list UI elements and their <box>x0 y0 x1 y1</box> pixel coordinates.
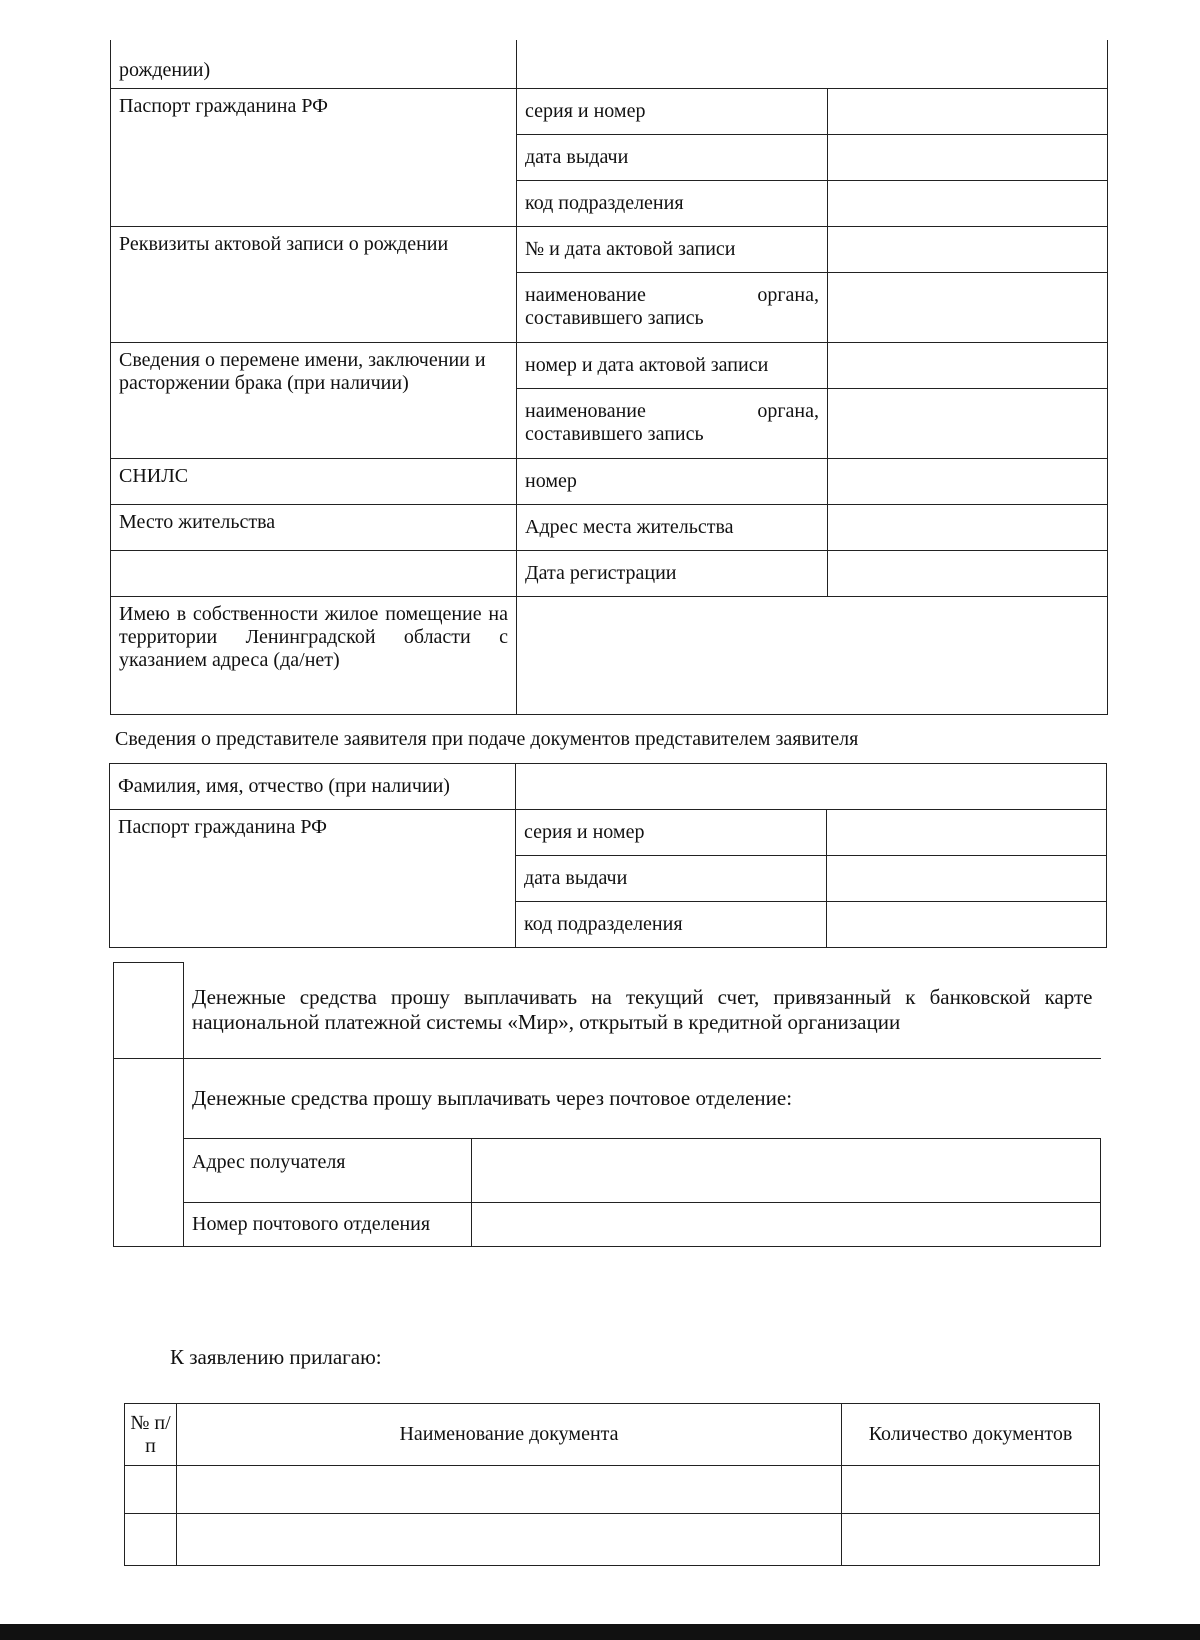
residence-empty-cell <box>111 550 517 596</box>
attachment-row-2-number[interactable] <box>125 1514 177 1566</box>
birth-place-value[interactable] <box>517 40 1108 88</box>
passport-issue-date-label: дата выдачи <box>517 134 828 180</box>
post-office-number-value[interactable] <box>472 1203 1101 1247</box>
property-value[interactable] <box>517 596 1108 714</box>
attachments-heading: К заявлению прилагаю: <box>170 1345 382 1369</box>
post-option-checkbox[interactable] <box>114 1059 184 1247</box>
registration-date-label: Дата регистрации <box>517 550 828 596</box>
name-change-number-value[interactable] <box>828 342 1108 388</box>
birth-record-authority-label: наименование органа, составившего запись <box>517 272 828 342</box>
birth-record-number-label: № и дата актовой записи <box>517 226 828 272</box>
representative-issue-date-label: дата выдачи <box>516 856 827 902</box>
attachment-row-2-count[interactable] <box>842 1514 1100 1566</box>
passport-label: Паспорт гражданина РФ <box>111 88 517 226</box>
representative-heading: Сведения о представителе заявителя при подаче документов представителем заявителя <box>115 728 859 750</box>
residence-address-label: Адрес места жительства <box>517 504 828 550</box>
card-option-text: Денежные средства прошу выплачивать на текущий счет, привязанный к банковской карте национальной платежной системы «Мир», открытый в кредитной организации <box>184 963 1101 1059</box>
representative-series-value[interactable] <box>827 810 1107 856</box>
attachment-row-1-count[interactable] <box>842 1466 1100 1514</box>
column-number-header: № п/п <box>125 1404 177 1466</box>
passport-series-value[interactable] <box>828 88 1108 134</box>
scan-edge-bar <box>0 1624 1200 1640</box>
column-document-count-header: Количество документов <box>842 1404 1100 1466</box>
property-label: Имею в собственности жилое помещение на территории Ленинградской области с указанием адреса (да/нет) <box>111 596 517 714</box>
representative-division-code-label: код подразделения <box>516 902 827 948</box>
applicant-table <box>110 40 1108 715</box>
name-change-label: Сведения о перемене имени, заключении и расторжении брака (при наличии) <box>111 342 517 458</box>
birth-record-label: Реквизиты актовой записи о рождении <box>111 226 517 342</box>
attachments-table <box>124 1403 1100 1566</box>
snils-number-label: номер <box>517 458 828 504</box>
residence-address-value[interactable] <box>828 504 1108 550</box>
representative-name-value[interactable] <box>516 764 1107 810</box>
name-change-authority-label: наименование органа, составившего запись <box>517 388 828 458</box>
passport-series-label: серия и номер <box>517 88 828 134</box>
snils-number-value[interactable] <box>828 458 1108 504</box>
passport-division-code-value[interactable] <box>828 180 1108 226</box>
post-option-text: Денежные средства прошу выплачивать через почтовое отделение: <box>184 1059 1101 1139</box>
attachment-row-1-number[interactable] <box>125 1466 177 1514</box>
representative-name-label: Фамилия, имя, отчество (при наличии) <box>110 764 516 810</box>
representative-passport-label: Паспорт гражданина РФ <box>110 810 516 948</box>
representative-table <box>109 763 1107 948</box>
birth-record-authority-value[interactable] <box>828 272 1108 342</box>
recipient-address-label: Адрес получателя <box>184 1139 472 1203</box>
card-option-checkbox[interactable] <box>114 963 184 1059</box>
post-office-number-label: Номер почтового отделения <box>184 1203 472 1247</box>
representative-division-code-value[interactable] <box>827 902 1107 948</box>
passport-division-code-label: код подразделения <box>517 180 828 226</box>
representative-issue-date-value[interactable] <box>827 856 1107 902</box>
recipient-address-value[interactable] <box>472 1139 1101 1203</box>
name-change-authority-value[interactable] <box>828 388 1108 458</box>
attachment-row-1-name[interactable] <box>177 1466 842 1514</box>
name-change-number-label: номер и дата актовой записи <box>517 342 828 388</box>
birth-record-number-value[interactable] <box>828 226 1108 272</box>
payment-table <box>113 962 1101 1247</box>
birth-place-label-tail: рождении) <box>111 40 517 88</box>
attachment-row-2-name[interactable] <box>177 1514 842 1566</box>
residence-label: Место жительства <box>111 504 517 550</box>
column-document-name-header: Наименование документа <box>177 1404 842 1466</box>
registration-date-value[interactable] <box>828 550 1108 596</box>
passport-issue-date-value[interactable] <box>828 134 1108 180</box>
snils-label: СНИЛС <box>111 458 517 504</box>
representative-series-label: серия и номер <box>516 810 827 856</box>
